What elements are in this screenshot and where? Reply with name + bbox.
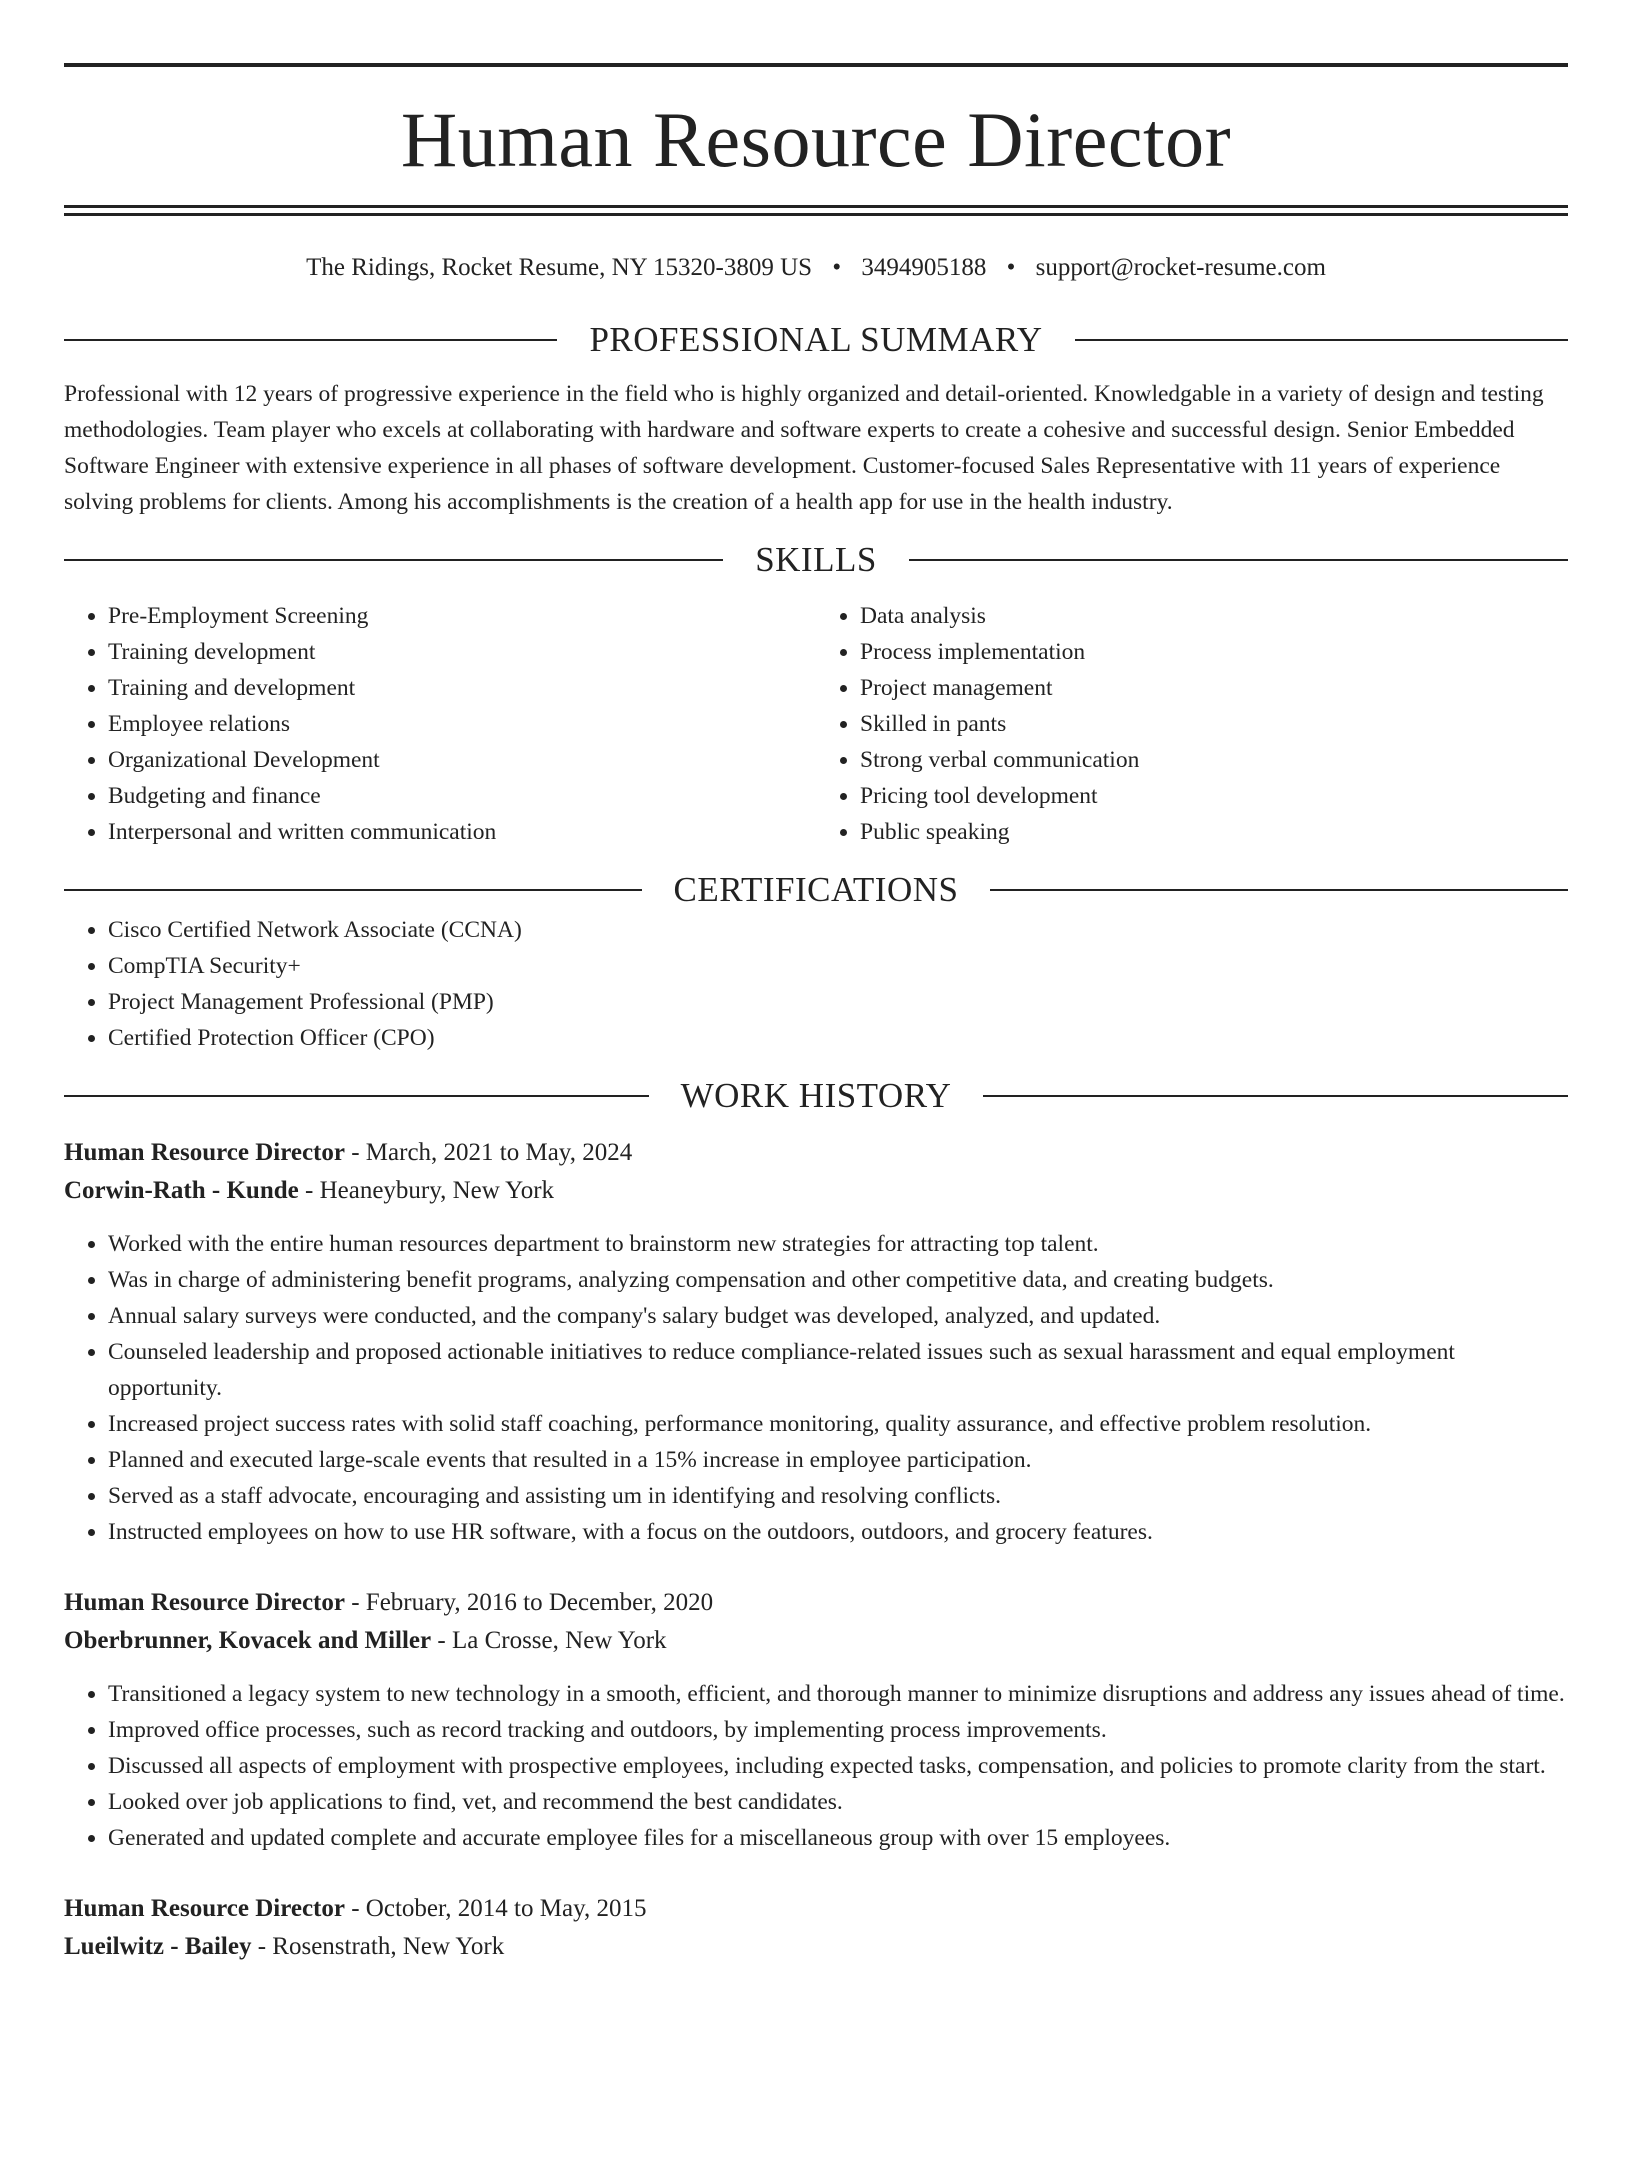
job-dates: - February, 2016 to December, 2020 — [351, 1589, 714, 1616]
skill-item: • Data analysis — [860, 598, 1568, 634]
job-company-line — [64, 1928, 1568, 1966]
job-title: Human Resource Director — [64, 1139, 345, 1166]
job-duty-item: • Instructed employees on how to use HR software, with a focus on the outdoors, outdoors, and grocery features. — [108, 1514, 1568, 1550]
job-company-line — [64, 1172, 1568, 1210]
job-title-line — [64, 1134, 1568, 1172]
job-entry — [64, 1584, 1568, 1856]
contact-address: The Ridings, Rocket Resume, NY 15320-3809 US — [306, 254, 813, 281]
top-rule — [64, 63, 1568, 67]
certifications-list — [64, 912, 1568, 1056]
contact-phone: 3494905188 — [861, 254, 987, 281]
section-title-skills: SKILLS — [755, 540, 877, 579]
section-header-certifications — [64, 868, 1568, 912]
skill-item: • Project management — [860, 670, 1568, 706]
job-title-line — [64, 1890, 1568, 1928]
skill-item: • Process implementation — [860, 634, 1568, 670]
work-history-list — [64, 1134, 1568, 1966]
section-header-work-history — [64, 1074, 1568, 1118]
skill-item: • Training development — [108, 634, 816, 670]
job-duty-item: • Transitioned a legacy system to new technology in a smooth, efficient, and thorough manner to minimize disruptions and address any issues ahead of time. — [108, 1676, 1568, 1712]
section-rule-left — [64, 889, 642, 891]
section-header-summary — [64, 318, 1568, 362]
contact-separator: • — [1006, 254, 1016, 281]
job-duty-item: • Improved office processes, such as record tracking and outdoors, by implementing process improvements. — [108, 1712, 1568, 1748]
job-duty-item: • Counseled leadership and proposed actionable initiatives to reduce compliance-related issues such as sexual harassment and equal employment opportunity. — [108, 1334, 1568, 1406]
section-title-certifications: CERTIFICATIONS — [673, 870, 959, 909]
skills-column-right — [816, 598, 1568, 850]
job-dates: - March, 2021 to May, 2024 — [351, 1139, 633, 1166]
skill-item: • Budgeting and finance — [108, 778, 816, 814]
section-rule-right — [1075, 339, 1568, 341]
job-company: Corwin-Rath - Kunde — [64, 1177, 299, 1204]
job-location: - Rosenstrath, New York — [257, 1933, 505, 1960]
resume-title: Human Resource Director — [400, 96, 1232, 183]
job-company: Lueilwitz - Bailey — [64, 1933, 252, 1960]
job-duty-item: • Served as a staff advocate, encouraging and assisting um in identifying and resolving conflicts. — [108, 1478, 1568, 1514]
job-company: Oberbrunner, Kovacek and Miller — [64, 1627, 432, 1654]
skills-list-left — [64, 598, 816, 850]
skills-columns — [64, 598, 1568, 850]
section-rule-left — [64, 339, 557, 341]
section-rule-right — [983, 1095, 1568, 1097]
job-duty-item: • Discussed all aspects of employment with prospective employees, including expected tasks, compensation, and policies to promote clarity from the start. — [108, 1748, 1568, 1784]
certification-item: • Cisco Certified Network Associate (CCNA) — [108, 912, 1568, 948]
certification-item: • Project Management Professional (PMP) — [108, 984, 1568, 1020]
job-duty-item: • Looked over job applications to find, vet, and recommend the best candidates. — [108, 1784, 1568, 1820]
contact-email[interactable]: support@rocket-resume.com — [1035, 254, 1326, 281]
section-title-work-history: WORK HISTORY — [680, 1076, 952, 1115]
section-rule-right — [990, 889, 1568, 891]
skill-item: • Interpersonal and written communication — [108, 814, 816, 850]
section-title-summary: PROFESSIONAL SUMMARY — [589, 320, 1043, 359]
certification-item: • CompTIA Security+ — [108, 948, 1568, 984]
skill-item: • Pricing tool development — [860, 778, 1568, 814]
skill-item: • Strong verbal communication — [860, 742, 1568, 778]
summary-text: Professional with 12 years of progressive experience in the field who is highly organized and detail-oriented. Knowledgable in a variety of design and testing methodologies. Team player who excels at collaborating with hardware and software experts to create a cohesive and successful design. Senior Embedded Software Engineer with extensive experience in all phases of software development. Customer-focused Sales Representative with 11 years of experience solving problems for clients. Among his accomplishments is the creation of a health app for use in the health industry. — [64, 381, 1544, 515]
skills-column-left — [64, 598, 816, 850]
title-double-rule — [64, 205, 1568, 216]
job-duties-list — [64, 1226, 1568, 1550]
job-duty-item: • Annual salary surveys were conducted, and the company's salary budget was developed, analyzed, and updated. — [108, 1298, 1568, 1334]
certification-item: • Certified Protection Officer (CPO) — [108, 1020, 1568, 1056]
job-company-line — [64, 1622, 1568, 1660]
job-duty-item: • Worked with the entire human resources department to brainstorm new strategies for attracting top talent. — [108, 1226, 1568, 1262]
job-title-line — [64, 1584, 1568, 1622]
section-rule-right — [909, 559, 1568, 561]
skill-item: • Training and development — [108, 670, 816, 706]
contact-separator: • — [832, 254, 842, 281]
job-title: Human Resource Director — [64, 1589, 345, 1616]
job-duty-item: • Planned and executed large-scale events that resulted in a 15% increase in employee participation. — [108, 1442, 1568, 1478]
job-duty-item: • Increased project success rates with solid staff coaching, performance monitoring, quality assurance, and effective problem resolution. — [108, 1406, 1568, 1442]
job-duty-item: • Generated and updated complete and accurate employee files for a miscellaneous group with over 15 employees. — [108, 1820, 1568, 1856]
job-duty-item: • Was in charge of administering benefit programs, analyzing compensation and other competitive data, and creating budgets. — [108, 1262, 1568, 1298]
skill-item: • Employee relations — [108, 706, 816, 742]
section-header-skills — [64, 538, 1568, 582]
skill-item: • Skilled in pants — [860, 706, 1568, 742]
resume-page — [0, 63, 1632, 2175]
job-entry — [64, 1890, 1568, 1966]
skills-list-right — [816, 598, 1568, 850]
section-rule-left — [64, 1095, 649, 1097]
job-title: Human Resource Director — [64, 1895, 345, 1922]
skill-item: • Organizational Development — [108, 742, 816, 778]
job-dates: - October, 2014 to May, 2015 — [351, 1895, 647, 1922]
section-rule-left — [64, 559, 723, 561]
job-duties-list — [64, 1676, 1568, 1856]
job-entry — [64, 1134, 1568, 1550]
contact-line — [64, 252, 1568, 284]
skill-item: • Public speaking — [860, 814, 1568, 850]
job-location: - La Crosse, New York — [437, 1627, 667, 1654]
skill-item: • Pre-Employment Screening — [108, 598, 816, 634]
job-location: - Heaneybury, New York — [305, 1177, 555, 1204]
